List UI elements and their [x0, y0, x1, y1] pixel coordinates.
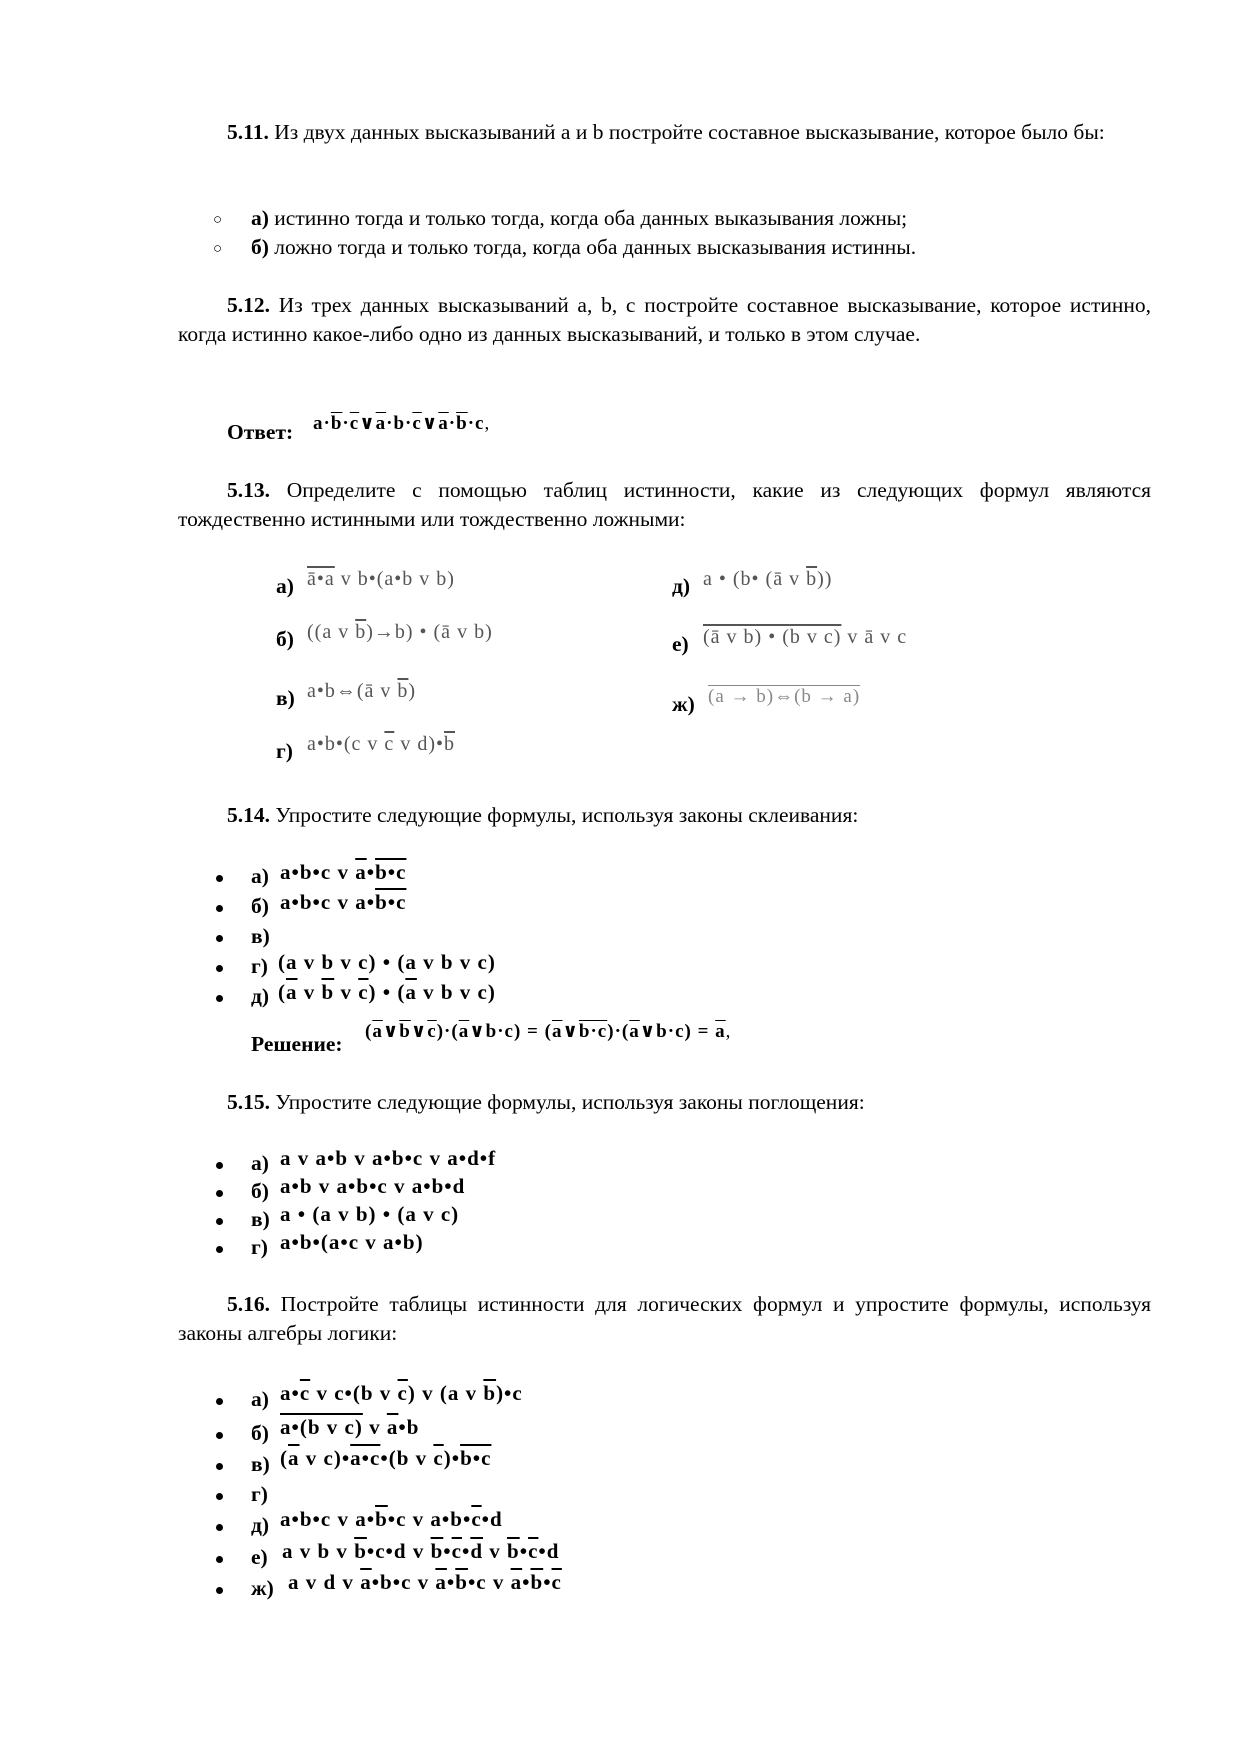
- answer: [227, 418, 293, 447]
- bullet-icon: [216, 1556, 223, 1563]
- bullet-icon: [216, 1218, 223, 1225]
- problem-5-11: [178, 118, 1151, 147]
- problem-text: Упростите следующие формулы, используя законы склеивания:: [270, 803, 859, 827]
- problem-number: 5.11.: [227, 120, 269, 144]
- item-label: б): [251, 235, 269, 259]
- bullet-icon: [216, 995, 223, 1002]
- item-label: в): [251, 924, 270, 948]
- formula: a•(b v c) v $\overline{a}•b$: [280, 1415, 420, 1439]
- bullet-icon: [216, 1432, 223, 1439]
- bullet-icon: [216, 1246, 223, 1253]
- formula: a v b v $\overline{b}•c•d$ v $\overline{b}•\overline{c}•\overline{d}$ v $\overline{b}•\overline{c}•d$: [282, 1539, 560, 1563]
- bullet-icon: [216, 1587, 223, 1594]
- bullet-icon: [216, 905, 223, 912]
- item-label: б): [276, 627, 294, 651]
- bullet-icon: [216, 1463, 223, 1470]
- bullet-icon: [216, 965, 223, 972]
- formula: a • (b• (ā v $\overline{b}$)): [703, 568, 833, 590]
- problem-text: Определите с помощью таблиц истинности, какие из следующих формул являются тождественно истинными или тождественно ложными:: [178, 478, 1151, 531]
- item-label: е): [251, 1545, 268, 1569]
- problem-number: 5.15.: [227, 1090, 270, 1114]
- item-label: ж): [672, 692, 695, 716]
- item-label: г): [276, 739, 293, 763]
- formula: a•b v a•b•c v a•b•d: [280, 1174, 466, 1198]
- formula: a • (a v b) • (a v c): [280, 1202, 460, 1226]
- bullet-icon: [216, 1162, 223, 1169]
- item-label: а): [251, 1151, 269, 1175]
- item-label: г): [251, 954, 268, 978]
- formula: a•b⇔(ā v $\overline{b}$): [307, 680, 417, 702]
- item-label: б): [251, 1179, 269, 1203]
- bullet-icon: [216, 1493, 223, 1500]
- item-label: г): [251, 1235, 268, 1259]
- item-label: а): [251, 206, 269, 230]
- item-label: б): [251, 1421, 269, 1445]
- formula: ($\overline{a}$ v $\overline{b}$ v $\overline{c}$) • ($\overline{a}$ v b v c): [278, 980, 496, 1004]
- solution-formula: $(\overline{a}\vee\overline{b}\vee\overline{c})\cdot(\overline{a}\vee b\cdot c)$ = $(\overline{a}\vee b\cdot c)\cdot(\overline{a}\vee b\cdot c) = \overline{a}$,: [365, 1021, 732, 1042]
- problem-number: 5.12.: [227, 293, 270, 317]
- bullet-icon: [216, 875, 223, 882]
- item-label: д): [251, 1513, 270, 1537]
- bullet-icon: [216, 1398, 223, 1405]
- problem-text: Упростите следующие формулы, используя законы поглощения:: [270, 1090, 865, 1114]
- item-label: а): [251, 864, 269, 888]
- problem-number: 5.14.: [227, 803, 270, 827]
- formula: (a v b v c) • (a v b v c): [278, 950, 496, 974]
- item-label: д): [251, 984, 270, 1008]
- formula: a v d v $\overline{a}•b•c$ v $\overline{a}•\overline{b}•c$ v $\overline{a}•\overline{b}•\overline{c}$: [288, 1570, 562, 1594]
- answer-formula: $a\cdot\overline{b}\cdot\overline{c}\vee\overline{a}\cdot b\cdot\overline{c}\vee\overline{a}\cdot\overline{b}\cdot c$,: [313, 413, 491, 434]
- item-label: д): [672, 574, 691, 598]
- bullet-icon: [216, 1190, 223, 1197]
- item-label: е): [672, 632, 689, 656]
- formula: (a → b)⇔(b → a): [708, 686, 861, 707]
- formula: a•b•(a•c v a•b): [280, 1230, 424, 1254]
- problem-number: 5.13.: [227, 478, 270, 502]
- bullet-icon: [216, 935, 223, 942]
- item-label: в): [251, 1452, 270, 1476]
- formula: ($\overline{a}$ v c)•a•c•(b v $\overline{c})•b•c$: [280, 1446, 492, 1470]
- problem-5-15: [178, 1088, 1151, 1117]
- formula: a•b•(c v $\overline{c}$ v $d)•\overline{b}$: [307, 733, 455, 755]
- formula: (ā v b) • (b v c) v ā v c: [703, 626, 908, 648]
- item-label: а): [276, 574, 294, 598]
- item-text: ложно тогда и только тогда, когда оба данных высказывания истинны.: [268, 235, 917, 259]
- item-label: б): [251, 894, 269, 918]
- item-label: г): [251, 1482, 268, 1506]
- bullet-icon: [216, 1524, 223, 1531]
- list-item: [251, 233, 916, 262]
- problem-number: 5.16.: [227, 1292, 270, 1316]
- problem-5-13: [178, 476, 1151, 534]
- circle-bullet-icon: ○: [213, 241, 223, 257]
- item-label: в): [276, 686, 295, 710]
- formula: a•b•c v a•b•c: [280, 890, 407, 914]
- problem-text: Постройте таблицы истинности для логических формул и упростите формулы, используя законы алгебры логики:: [178, 1292, 1151, 1345]
- solution-label: Решение:: [251, 1032, 343, 1056]
- item-label: а): [251, 1387, 269, 1411]
- formula: a v a•b v a•b•c v a•d•f: [280, 1146, 497, 1170]
- problem-text: Из трех данных высказываний a, b, c постройте составное высказывание, которое истинно, когда истинно какое-либо одно из данных высказываний, и только в этом случае.: [178, 293, 1151, 346]
- list-item: [251, 204, 907, 233]
- formula: $a•\overline{c}$ v c•(b v $\overline{c}$) v (a v $\overline{b})•c$: [280, 1381, 523, 1405]
- formula: a•b•c v $a•\overline{b}•c$ v $a•b•\overline{c}•d$: [280, 1507, 503, 1531]
- formula: ā•a v b•(a•b v b): [307, 568, 455, 590]
- circle-bullet-icon: ○: [213, 212, 223, 228]
- problem-text: Из двух данных высказываний a и b постройте составное высказывание, которое было бы:: [268, 120, 1105, 144]
- item-label: ж): [251, 1576, 274, 1600]
- item-label: в): [251, 1207, 270, 1231]
- item-text: истинно тогда и только тогда, когда оба данных выказывания ложны;: [268, 206, 908, 230]
- problem-5-12: [178, 291, 1151, 349]
- problem-5-14: [178, 801, 1151, 830]
- formula: a•b•c v $\overline{a}•b•c$: [280, 860, 407, 884]
- problem-5-16: [178, 1290, 1151, 1348]
- answer-label: Ответ:: [227, 420, 294, 444]
- formula: ((a v $\overline{b})\to b$) • (ā v b): [307, 621, 493, 643]
